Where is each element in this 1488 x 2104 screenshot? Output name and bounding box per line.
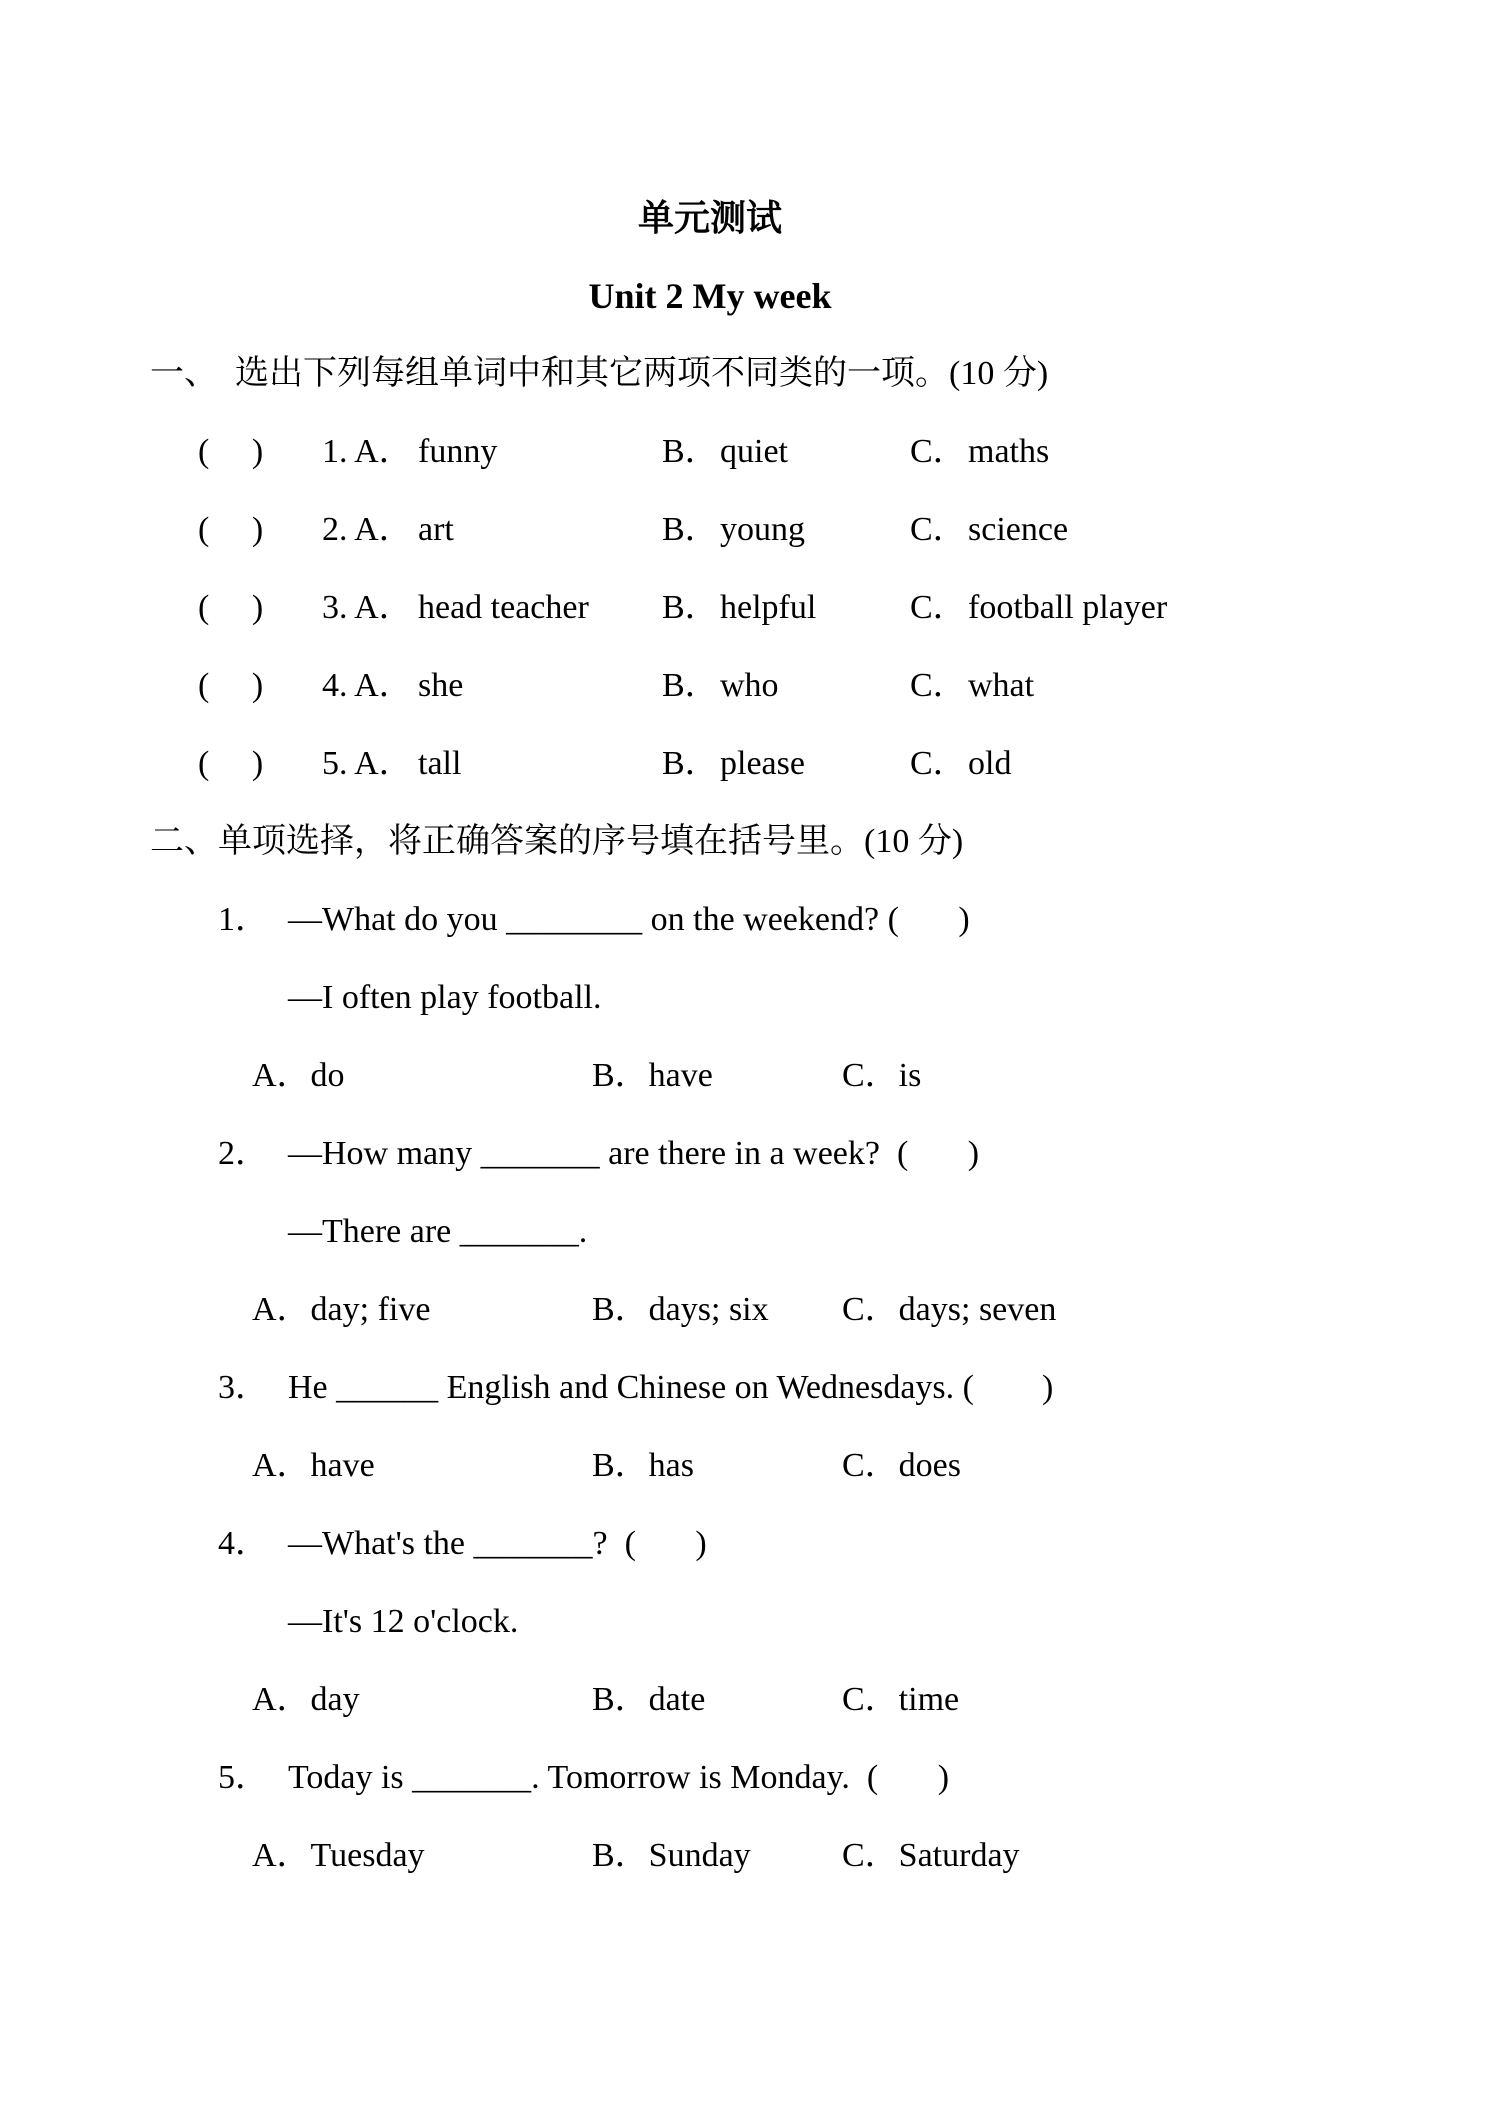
question-line-2: —It's 12 o'clock. <box>288 1603 519 1640</box>
question-number: 3． <box>218 1369 269 1406</box>
option-c: science <box>968 511 1069 548</box>
option-c: C．days; seven <box>842 1291 1057 1328</box>
question-line-1: Today is _______. Tomorrow is Monday. ( ) <box>288 1759 950 1796</box>
option-b: young <box>720 511 805 548</box>
question-line-2: —I often play football. <box>288 979 602 1016</box>
question-line-2: —There are _______. <box>288 1213 588 1250</box>
option-a: she <box>418 667 464 704</box>
question-line-1: —What's the _______? ( ) <box>288 1525 707 1562</box>
option-c: maths <box>968 433 1050 470</box>
option-b: B．have <box>592 1057 713 1094</box>
option-c-label: C． <box>910 511 967 548</box>
option-a: A．have <box>252 1447 375 1484</box>
option-b: B．days; six <box>592 1291 769 1328</box>
question-number: 2． <box>218 1135 269 1172</box>
option-c-label: C． <box>910 433 967 470</box>
question-line-1: He ______ English and Chinese on Wednesdays. ( ) <box>288 1369 1054 1406</box>
page-subtitle: Unit 2 My week <box>588 276 832 316</box>
section-2-heading: 二、单项选择，将正确答案的序号填在括号里。(10 分) <box>150 823 964 860</box>
answer-paren[interactable]: ( ) <box>198 667 264 704</box>
option-a: head teacher <box>418 589 589 626</box>
option-a: art <box>418 511 454 548</box>
option-c: C．does <box>842 1447 961 1484</box>
question-number: 3. A． <box>322 589 413 626</box>
question-line-1: —How many _______ are there in a week? ( ) <box>288 1135 980 1172</box>
option-a: tall <box>418 745 462 782</box>
option-a: A．do <box>252 1057 345 1094</box>
option-b-label: B． <box>662 589 719 626</box>
question-number: 2. A． <box>322 511 413 548</box>
option-a: funny <box>418 433 498 470</box>
option-b-label: B． <box>662 745 719 782</box>
option-a: A．day; five <box>252 1291 431 1328</box>
option-b: B．date <box>592 1681 706 1718</box>
option-c: football player <box>968 589 1168 626</box>
question-number: 5． <box>218 1759 269 1796</box>
section-1-heading: 一、 选出下列每组单词中和其它两项不同类的一项。(10 分) <box>150 355 1049 392</box>
question-number: 1． <box>218 901 269 938</box>
question-number: 5. A． <box>322 745 413 782</box>
answer-paren[interactable]: ( ) <box>198 511 264 548</box>
option-c-label: C． <box>910 745 967 782</box>
page-title: 单元测试 <box>637 198 782 238</box>
option-b: quiet <box>720 433 788 470</box>
question-number: 4. A． <box>322 667 413 704</box>
answer-paren[interactable]: ( ) <box>198 745 264 782</box>
question-number: 4． <box>218 1525 269 1562</box>
option-c: what <box>968 667 1035 704</box>
option-b: B．Sunday <box>592 1837 751 1874</box>
option-b: B．has <box>592 1447 694 1484</box>
option-a: A．day <box>252 1681 360 1718</box>
option-b: please <box>720 745 805 782</box>
option-c-label: C． <box>910 667 967 704</box>
option-b: who <box>720 667 779 704</box>
option-c-label: C． <box>910 589 967 626</box>
option-c: C．Saturday <box>842 1837 1020 1874</box>
answer-paren[interactable]: ( ) <box>198 589 264 626</box>
option-c: old <box>968 745 1012 782</box>
option-b: helpful <box>720 589 817 626</box>
option-c: C．is <box>842 1057 922 1094</box>
answer-paren[interactable]: ( ) <box>198 433 264 470</box>
option-a: A．Tuesday <box>252 1837 425 1874</box>
question-line-1: —What do you ________ on the weekend? ( ) <box>288 901 970 938</box>
option-b-label: B． <box>662 667 719 704</box>
option-b-label: B． <box>662 433 719 470</box>
option-c: C．time <box>842 1681 960 1718</box>
question-number: 1. A． <box>322 433 413 470</box>
option-b-label: B． <box>662 511 719 548</box>
